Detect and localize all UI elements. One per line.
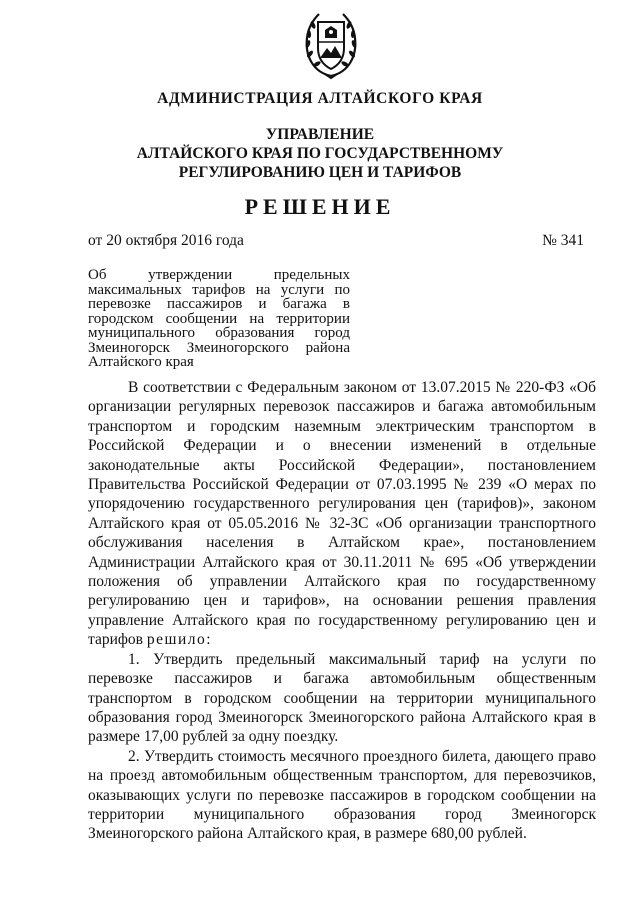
- item-1-paragraph: 1. Утвердить предельный максимальный тариф на услуги по перевозке пассажиров и багажа автомобильным общественным транспортом в городском сообщении на территории муниципального образования город Змеиногорск Змеиногорского района Алтайского края в размере 17,00 рублей за одну поездку.: [88, 650, 596, 746]
- department-line: УПРАВЛЕНИЕ: [265, 126, 375, 143]
- coat-of-arms-icon: [301, 8, 361, 80]
- department-line: РЕГУЛИРОВАНИЮ ЦЕН И ТАРИФОВ: [178, 164, 462, 181]
- document-number: № 341: [542, 232, 584, 249]
- preamble-text: В соответствии с Федеральным законом от 13.07.2015 № 220-ФЗ «Об организации регулярных перевозок пассажиров и багажа автомобильным транспортом и городским наземным электрическим транспортом в Российской Федерации и о внесении изменений в отдельные законодательные акты Российской Федерации», постановлением Правительства Российской Федерации от 07.03.1995 № 239 «О мерах по упорядочению государственного регулирования цен (тарифов)», законом Алтайского края от 05.05.2016 № 32-ЗС «Об организации транспортного обслуживания населения в Алтайском крае», постановлением Администрации Алтайского края от 30.11.2011 № 695 «Об утверждении положения об управлении Алтайского края по государственному регулированию цен и тарифов», на основании решения правления управление Алтайского края по государственному регулированию цен и тарифов: [88, 379, 596, 649]
- item-2-paragraph: 2. Утвердить стоимость месячного проездного билета, дающего право на проезд автомобильным общественным транспортом, для перевозчиков, оказывающих услуги по перевозке пассажиров в городском сообщении на территории муниципального образования город Змеиногорск Змеиногорского района Алтайского края, в размере 680,00 рублей.: [88, 747, 596, 843]
- resolved-word: решило:: [146, 631, 213, 649]
- document-type: РЕШЕНИЕ: [244, 194, 396, 219]
- document-body: [88, 378, 596, 844]
- document-subject: Об утверждении предельных максимальных тарифов на услуги по перевозке пассажиров и багажа в городском сообщении на территории муниципального образования город Змеиногорск Змеиногорского района Алтайского края: [88, 267, 350, 370]
- department-title: [0, 125, 640, 182]
- preamble-paragraph: [88, 378, 596, 650]
- document-date: от 20 октября 2016 года: [88, 232, 244, 249]
- department-line: АЛТАЙСКОГО КРАЯ ПО ГОСУДАРСТВЕННОМУ: [136, 145, 504, 162]
- administration-title: АДМИНИСТРАЦИЯ АЛТАЙСКОГО КРАЯ: [157, 90, 483, 107]
